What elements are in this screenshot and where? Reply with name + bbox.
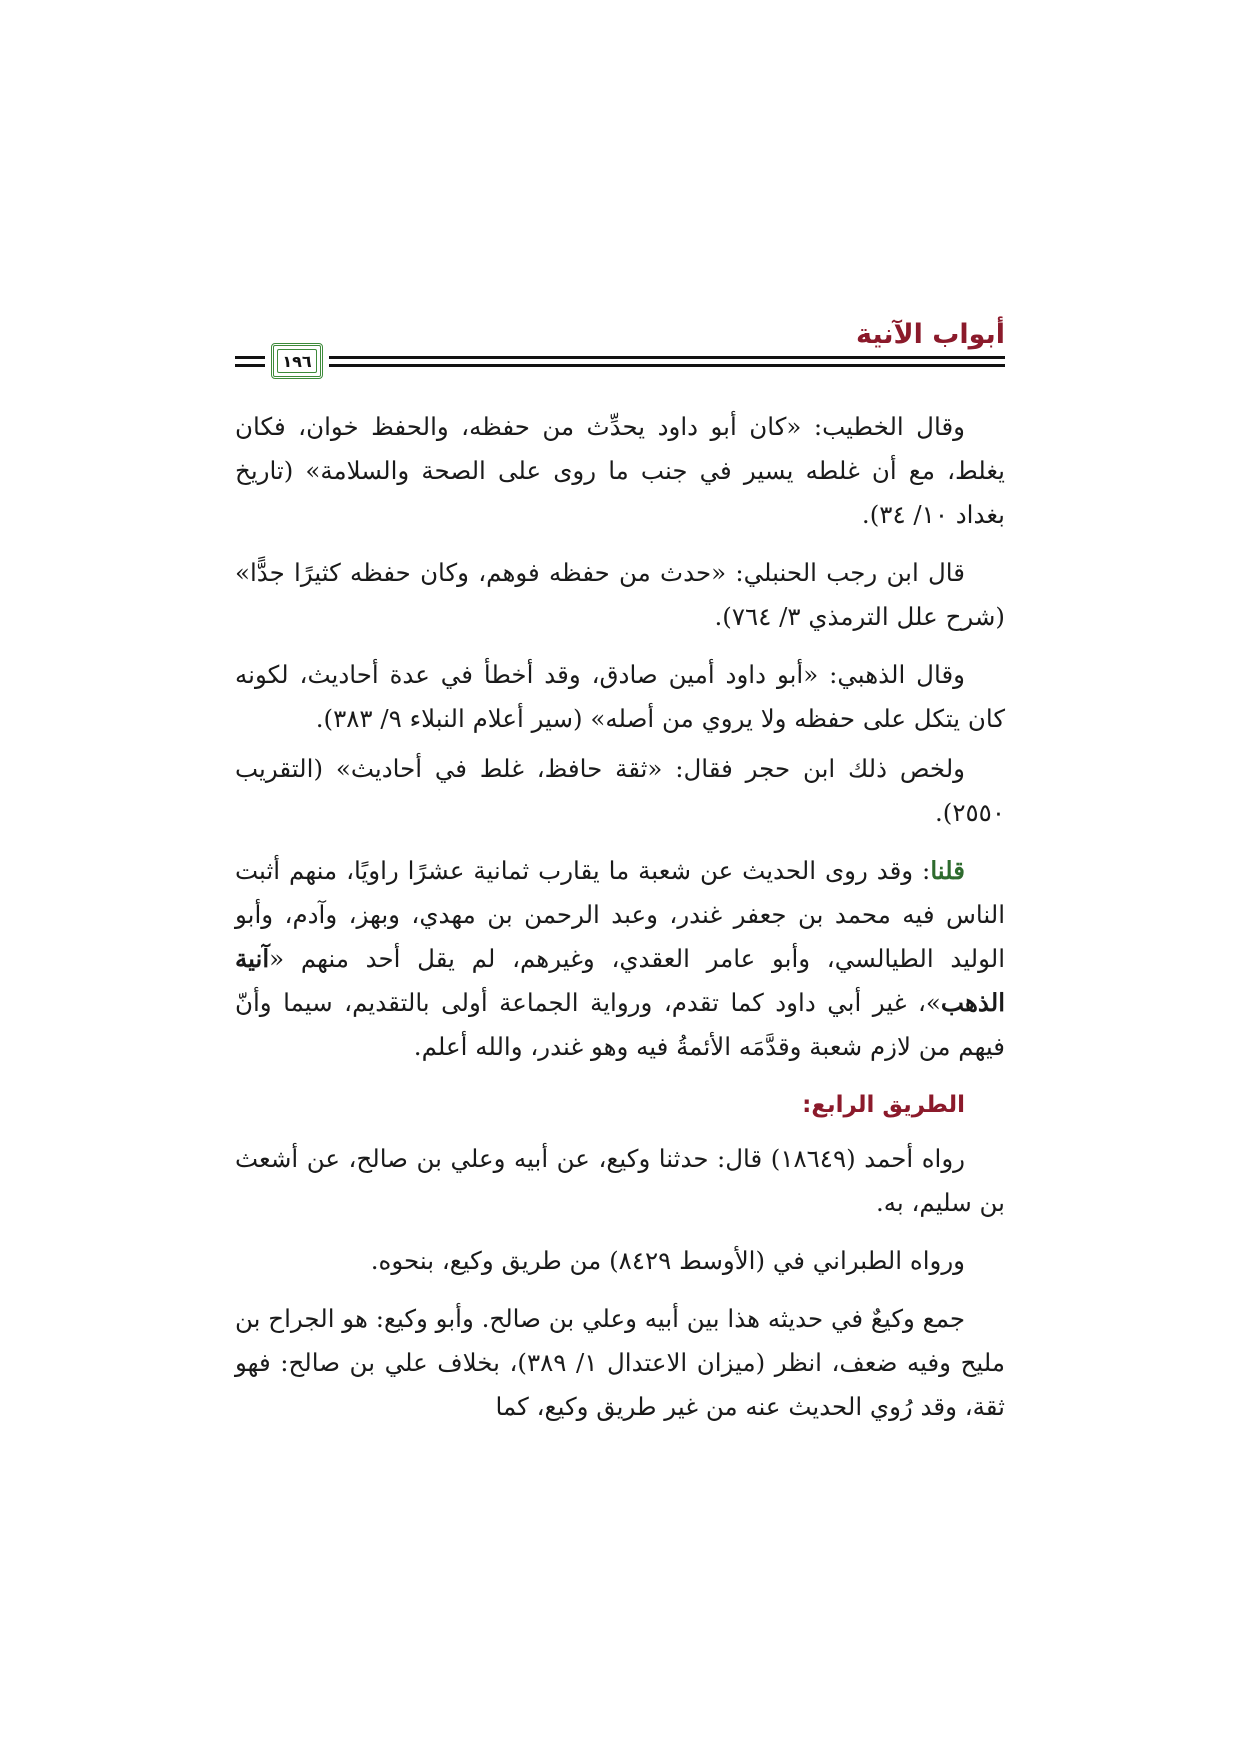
paragraph-dhahabi: وقال الذهبي: «أبو داود أمين صادق، وقد أخطأ في عدة أحاديث، لكونه كان يتكل على حفظه ولا يروي من أصله» (سير أعلام النبلاء ٩/ ٣٨٣). bbox=[235, 660, 1005, 733]
paragraph-tabarani: ورواه الطبراني في (الأوسط ٨٤٢٩) من طريق وكيع، بنحوه. bbox=[370, 1246, 965, 1275]
paragraph-ibn-hajar: ولخص ذلك ابن حجر فقال: «ثقة حافظ، غلط في أحاديث» (التقريب ٢٥٥٠). bbox=[235, 754, 1005, 827]
qulna-text-2: »، غير أبي داود كما تقدم، ورواية الجماعة أولى بالتقديم، سيما وأنّ فيهم من لازم شعبة وقدَّمَه الأئمةُ فيه وهو غندر، والله أعلم. bbox=[235, 988, 1005, 1061]
paragraph-qulna bbox=[235, 849, 1005, 1069]
page-header bbox=[235, 318, 1005, 388]
page-number: ١٩٦ bbox=[282, 351, 312, 371]
paragraph-ahmad: رواه أحمد (١٨٦٤٩) قال: حدثنا وكيع، عن أبيه وعلي بن صالح، عن أشعث بن سليم، به. bbox=[235, 1144, 1005, 1217]
running-title: أبواب الآنية bbox=[855, 319, 1005, 350]
paragraph-ibn-rajab: قال ابن رجب الحنبلي: «حدث من حفظه فوهم، وكان حفظه كثيرًا جدًّا» (شرح علل الترمذي ٣/ ٧٦٤). bbox=[235, 558, 1005, 631]
header-rule-top bbox=[235, 356, 1005, 359]
section-subheading: الطريق الرابع: bbox=[802, 1092, 965, 1118]
qulna-label: قلنا bbox=[930, 856, 965, 885]
qulna-text-1: : وقد روى الحديث عن شعبة ما يقارب ثمانية عشرًا راويًا، منهم أثبت الناس فيه محمد بن جعفر غندر، وعبد الرحمن بن مهدي، وبهز، وآدم، وأبو الوليد الطيالسي، وأبو عامر العقدي، وغيرهم، لم يقل أحد منهم « bbox=[235, 856, 1005, 973]
paragraph-waki: جمع وكيعٌ في حديثه هذا بين أبيه وعلي بن صالح. وأبو وكيع: هو الجراح بن مليح وفيه ضعف، انظر (ميزان الاعتدال ١/ ٣٨٩)، بخلاف علي بن صالح: فهو ثقة، وقد رُوي الحديث عنه من غير طريق وكيع، كما bbox=[235, 1304, 1006, 1421]
paragraph-khatib: وقال الخطيب: «كان أبو داود يحدِّث من حفظه، والحفظ خوان، فكان يغلط، مع أن غلطه يسير في جنب ما روى على الصحة والسلامة» (تاريخ بغداد ١٠/ ٣٤). bbox=[235, 412, 1005, 529]
header-rule-bottom bbox=[235, 364, 1005, 367]
qulna-bold-phrase: آنية الذهب bbox=[235, 944, 1005, 1017]
page-number-badge bbox=[271, 343, 323, 379]
page-body bbox=[235, 405, 1005, 1443]
